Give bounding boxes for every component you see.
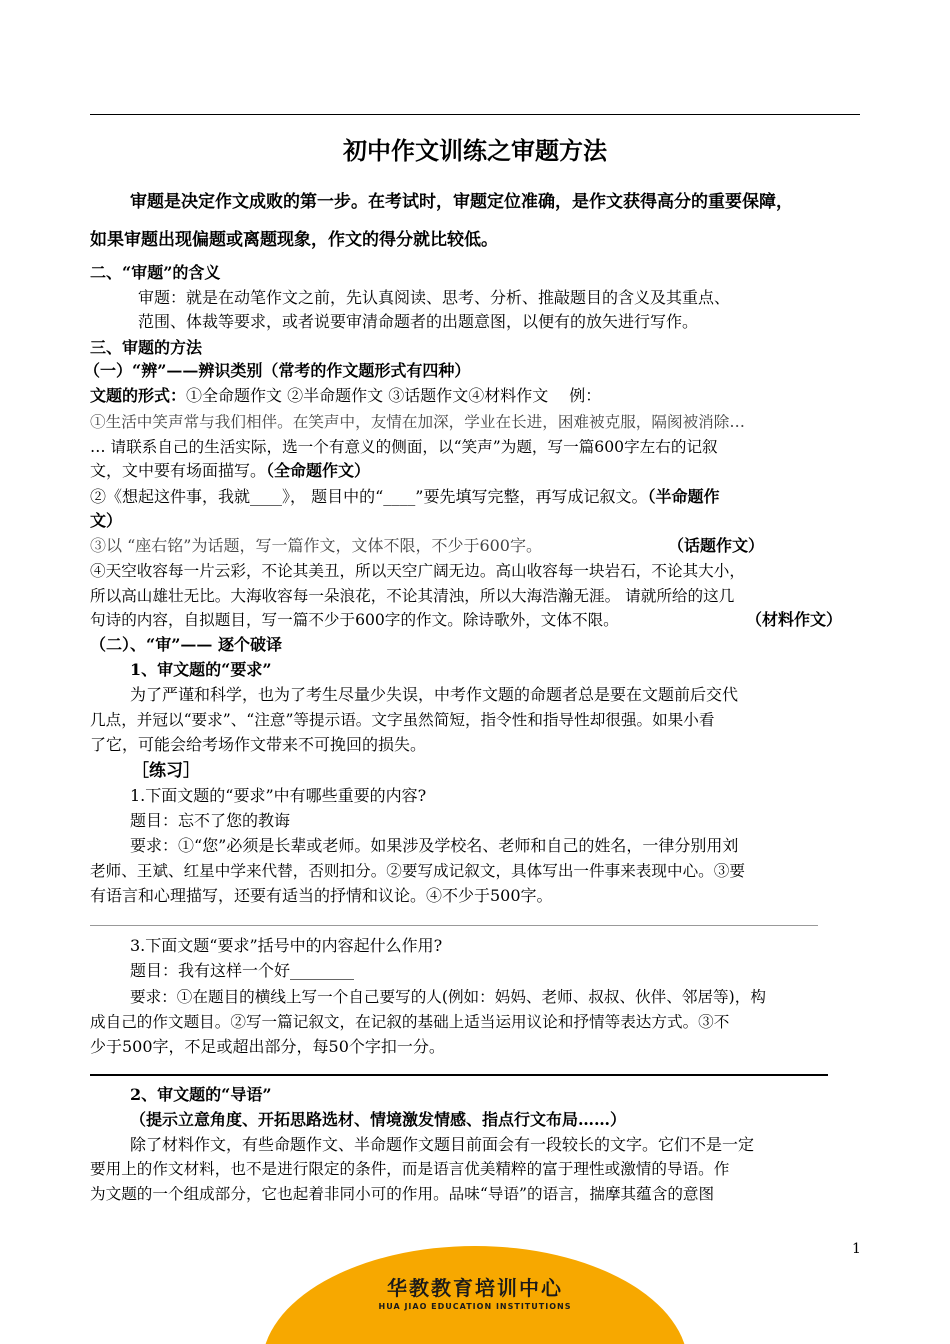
example-3-line (90, 534, 542, 558)
question-3-topic: 题目：我有这样一个好________ (130, 961, 355, 980)
example-4-tag: （材料作文） (746, 610, 843, 629)
question-1-req-2: 老师、王斌、红星中学来代替，否则扣分。②要写成记叙文，具体写出一件事来表现中心。③要 (90, 862, 745, 880)
example-1-line-3 (90, 459, 370, 483)
example-3-tag: （话题作文） (668, 536, 765, 555)
page-number: 1 (852, 1241, 861, 1257)
question-1-req-3: 有语言和心理描写，还要有适当的抒情和议论。④不少于500字。 (90, 886, 553, 905)
logo-text-cn: 华教教育培训中心 (387, 1276, 563, 1300)
point-2-body-3: 为文题的一个组成部分，它也起着非同小可的作用。品味“导语”的语言，揣摩其蕴含的意图 (90, 1185, 715, 1203)
example-4-line-3: 句诗的内容，自拟题目，写一篇不少于600字的作文。除诗歌外，文体不限。 (90, 611, 619, 629)
example-1-line-2: … 请联系自己的生活实际，选一个有意义的侧面，以“笑声”为题，写一篇600字左右的记叙 (90, 438, 718, 456)
intro-line-1: 审题是决定作文成败的第一步。在考试时，审题定位准确，是作文获得高分的重要保障， (130, 192, 793, 212)
point-1-body-2: 几点，并冠以“要求”、“注意”等提示语。文字虽然简短，指令性和指导性却很强。如果小看 (90, 711, 715, 729)
example-4-line-2: 所以高山雄壮无比。大海收容每一朵浪花，不论其清浊，所以大海浩瀚无涯。 请就所给的这几 (90, 587, 735, 605)
example-2-line-1 (90, 485, 719, 509)
example-1-text: 文，文中要有场面描写。 (90, 461, 267, 480)
subsection-1-heading: （一）“辨”——辨识类别（常考的作文题形式有四种） (84, 361, 471, 380)
point-2-body-1: 除了材料作文，有些命题作文、半命题作文题目前面会有一段较长的文字。它们不是一定 (130, 1135, 755, 1154)
point-2-heading: 2、审文题的“导语” (130, 1085, 272, 1104)
example-1-tag: （全命题作文） (266, 461, 371, 480)
question-1: 1.下面文题的“要求”中有哪些重要的内容? (130, 786, 427, 805)
page-title: 初中作文训练之审题方法 (343, 136, 607, 165)
example-2-text: ②《想起这件事，我就____》， 题目中的“____”要先填写完整，再写成记叙文。 (90, 487, 648, 506)
question-3: 3.下面文题“要求”括号中的内容起什么作用? (130, 936, 443, 955)
question-1-req-1: 要求：①“您”必须是长辈或老师。如果涉及学校名、老师和自己的姓名，一律分别用刘 (130, 836, 739, 855)
question-3-req-1: 要求：①在题目的横线上写一个自己要写的人(例如：妈妈、老师、叔叔、伙伴、邻居等)，构 (130, 988, 766, 1006)
example-4-line-1: ④天空收容每一片云彩，不论其美丑，所以天空广阔无边。高山收容每一块岩石，不论其大小， (90, 562, 745, 580)
example-2-tag-b: 文） (90, 511, 123, 530)
header-rule (90, 114, 860, 115)
section-3-heading: 三、审题的方法 (90, 338, 203, 357)
question-3-req-3: 少于500字，不足或超出部分，每50个字扣一分。 (90, 1037, 445, 1056)
section-2-body-2: 范围、体裁等要求，或者说要审清命题者的出题意图，以便有的放矢进行写作。 (138, 312, 699, 331)
logo-text-en: HUA JIAO EDUCATION INSTITUTIONS (378, 1302, 572, 1311)
section-2-body-1: 审题：就是在动笔作文之前，先认真阅读、思考、分析、推敲题目的含义及其重点、 (138, 288, 731, 307)
practice-label: ［练习］ (132, 761, 200, 781)
point-2-body-2: 要用上的作文材料，也不是进行限定的条件，而是语言优美精粹的富于理性或激情的导语。作 (90, 1160, 730, 1178)
intro-line-2: 如果审题出现偏题或离题现象，作文的得分就比较低。 (90, 230, 498, 250)
question-1-topic: 题目：忘不了您的教诲 (130, 811, 291, 830)
forms-label: 文题的形式： (90, 386, 187, 405)
divider-thick (90, 1074, 828, 1076)
example-2-tag-a: （半命题作 (647, 487, 720, 506)
example-1-line-1: ①生活中笑声常与我们相伴。在笑声中，友情在加深，学业在长进，困难被克服，隔阂被消除… (90, 413, 745, 431)
divider-thin (90, 925, 818, 926)
example-3-text: ③以 “座右铭”为话题，写一篇作文，文体不限，不少于600字。 (90, 536, 542, 555)
question-3-req-2: 成自己的作文题目。②写一篇记叙文，在记叙的基础上适当运用议论和抒情等表达方式。③不 (90, 1013, 730, 1031)
point-1-body-1: 为了严谨和科学，也为了考生尽量少失误，中考作文题的命题者总是要在文题前后交代 (130, 685, 739, 704)
forms-line (90, 384, 601, 408)
point-1-body-3: 了它，可能会给考场作文带来不可挽回的损失。 (90, 735, 427, 754)
subsection-2-heading: （二）、“审”—— 逐个破译 (90, 635, 282, 654)
forms-text: ①全命题作文 ②半命题作文 ③话题作文④材料作文 例： (186, 386, 602, 405)
section-2-heading: 二、“审题”的含义 (90, 263, 221, 282)
point-2-subheading: （提示立意角度、开拓思路选材、情境激发情感、指点行文布局……） (130, 1110, 627, 1129)
point-1-heading: 1、审文题的“要求” (130, 660, 272, 679)
